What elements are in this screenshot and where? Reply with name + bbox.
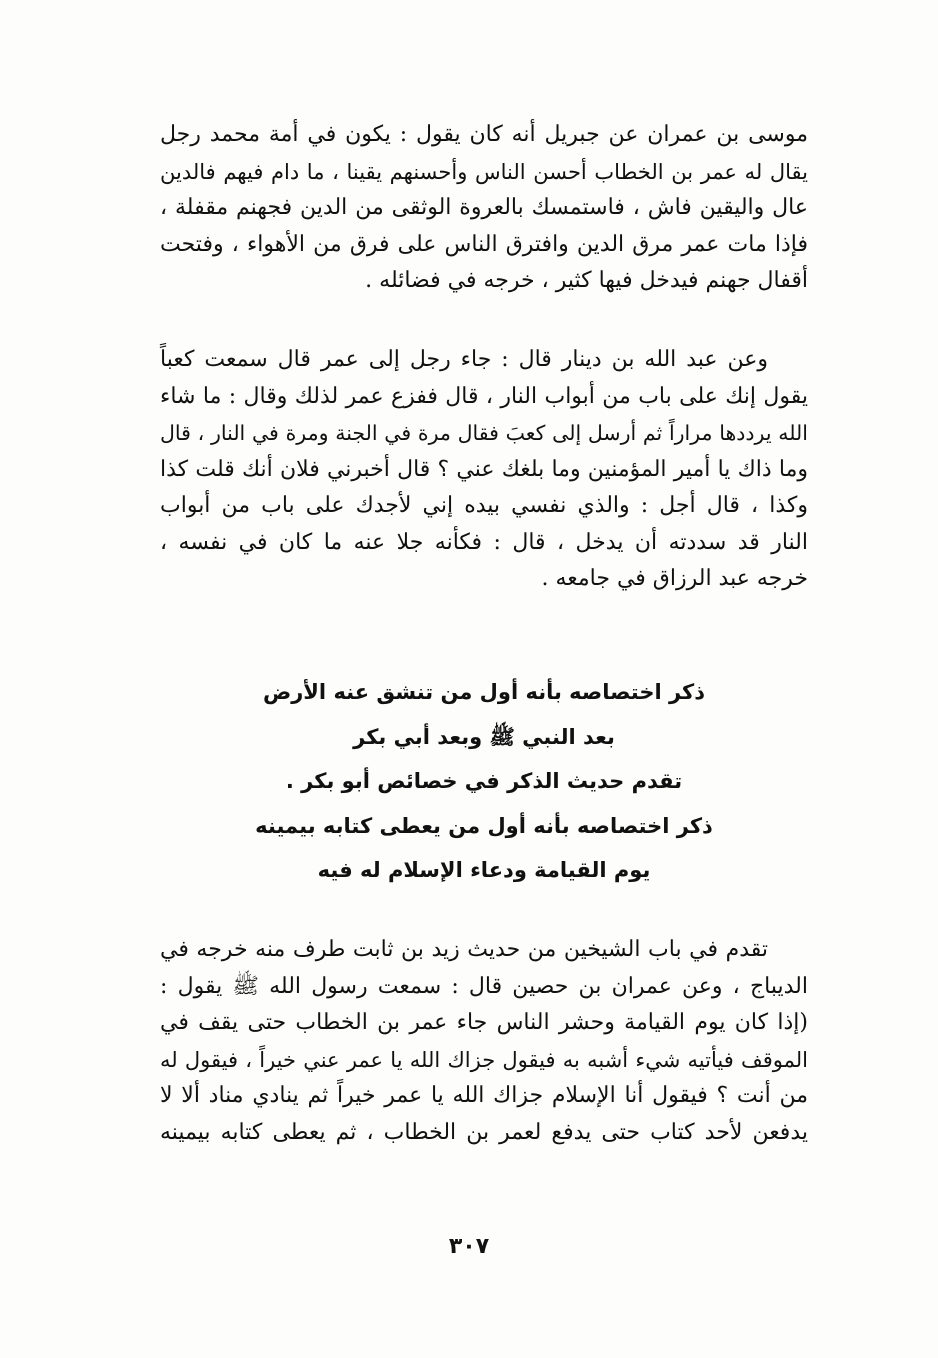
text-line: فإذا مات عمر مرق الدين وافترق الناس على فرق من الأهواء ، وفتحت: [160, 231, 808, 257]
heading-line: ذكر اختصاصه بأنه أول من تنشق عنه الأرض: [262, 680, 706, 704]
text-line: يقول إنك على باب من أبواب النار ، قال ففزع عمر لذلك وقال : ما شاء: [160, 383, 808, 409]
text-line: يقال له عمر بن الخطاب أحسن الناس وأحسنهم يقينا ، ما دام فيهم فالدين: [160, 159, 808, 184]
text-line: (إذا كان يوم القيامة وحشر الناس جاء عمر بن الخطاب حتى يقف في: [160, 1010, 808, 1035]
text-line: أقفال جهنم فيدخل فيها كثير ، خرجه في فضائله .: [365, 268, 808, 293]
heading-line: يوم القيامة ودعاء الإسلام له فيه: [317, 858, 651, 882]
text-line: خرجه عبد الرزاق في جامعه .: [541, 566, 808, 591]
text-line: من أنت ؟ فيقول أنا الإسلام جزاك الله يا عمر خيراً ثم ينادي مناد ألا لا: [160, 1083, 808, 1108]
text-line: الله يرددها مراراً ثم أرسل إلى كعبَ فقال مرة في الجنة ومرة في النار ، قال: [160, 421, 808, 445]
heading-line: بعد النبي ﷺ وبعد أبي بكر: [353, 724, 615, 749]
text-line: الموقف فيأتيه شيء أشبه به فيقول جزاك الله يا عمر عني خيراً ، فيقول له: [160, 1047, 808, 1072]
text-line: موسى بن عمران عن جبريل أنه كان يقول : يكون في أمة محمد رجل: [160, 122, 808, 147]
heading-line: تقدم حديث الذكر في خصائص أبو بكر .: [285, 769, 683, 793]
text-line: النار قد سددته أن يدخل ، قال : فكأنه جلا عنه ما كان في نفسه ،: [160, 529, 808, 555]
text-line: وما ذاك يا أمير المؤمنين وما بلغك عني ؟ قال أخبرني فلان أنك قلت كذا: [160, 456, 808, 482]
text-line: يدفعن لأحد كتاب حتى يدفع لعمر بن الخطاب ، ثم يعطى كتابه بيمينه: [160, 1119, 808, 1145]
text-line: وعن عبد الله بن دينار قال : جاء رجل إلى عمر قال سمعت كعباً: [160, 347, 768, 372]
text-line: وكذا ، قال أجل : والذي نفسي بيده إني لأجدك على باب من أبواب: [160, 493, 808, 518]
page-number: ٣٠٧: [448, 1234, 490, 1259]
text-line: الديباج ، وعن عمران بن حصين قال : سمعت رسول الله ﷺ يقول :: [160, 973, 808, 999]
section-heading: [160, 670, 808, 893]
text-line: تقدم في باب الشيخين من حديث زيد بن ثابت طرف منه خرجه في: [160, 937, 768, 962]
heading-line: ذكر اختصاصه بأنه أول من يعطى كتابه بيمينه: [255, 813, 713, 838]
paragraph-3: [160, 932, 808, 1151]
text-line: عال واليقين فاش ، فاستمسك بالعروة الوثقى من الدين فجهنم مقفلة ،: [160, 195, 808, 220]
paragraph-2: [160, 342, 808, 598]
paragraph-1: [160, 117, 808, 300]
